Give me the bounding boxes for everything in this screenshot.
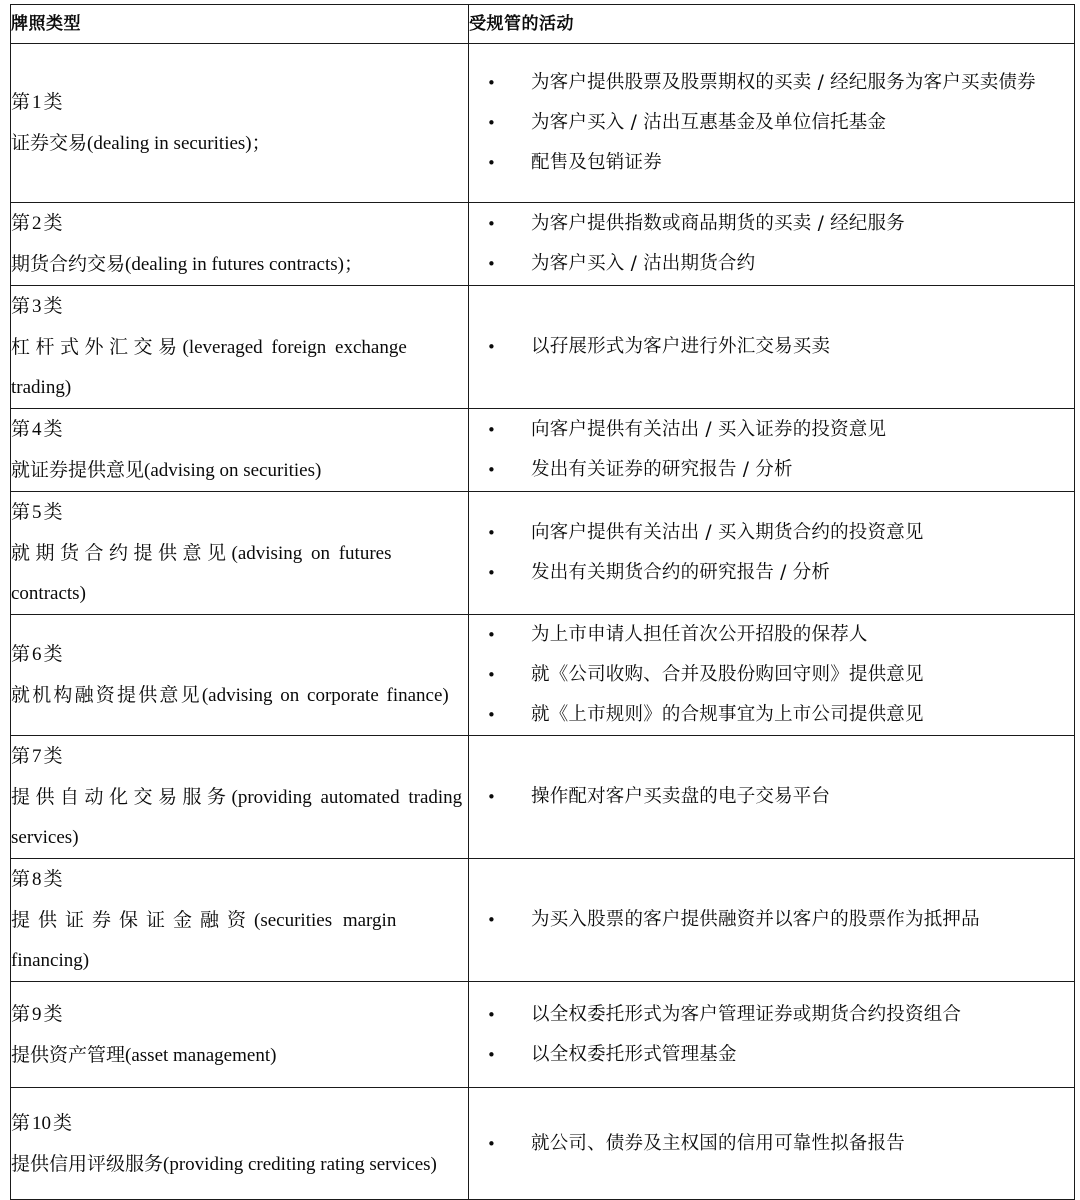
bullet-icon: • — [487, 564, 497, 582]
license-type-name: 就期货合约提供意见(advising on futures contracts) — [11, 542, 392, 604]
activity-text: 为客户买入 / 沽出互惠基金及单位信托基金 — [531, 112, 887, 133]
table-row — [11, 492, 1075, 615]
activity-list-item — [469, 615, 1074, 655]
license-type-name: 提供资产管理(asset management) — [11, 1043, 277, 1066]
license-type-number: 第 8 类 — [11, 868, 63, 890]
activity-list-item — [469, 553, 1074, 593]
table-row — [11, 286, 1075, 409]
activity-text: 为客户提供指数或商品期货的买卖 / 经纪服务 — [531, 213, 905, 234]
activity-text: 为客户买入 / 沽出期货合约 — [531, 253, 756, 274]
activity-list — [469, 327, 1074, 367]
activity-list — [469, 615, 1074, 735]
cell-license-type — [11, 492, 469, 615]
license-type-name: 期货合约交易(dealing in futures contracts)； — [11, 253, 363, 275]
activity-list-item — [469, 900, 1074, 940]
activity-text: 操作配对客户买卖盘的电子交易平台 — [531, 786, 831, 807]
cell-regulated-activities — [469, 492, 1075, 615]
bullet-icon: • — [487, 1134, 497, 1153]
activity-list — [469, 995, 1074, 1075]
license-type-number: 第 7 类 — [11, 745, 63, 767]
activity-list-item — [469, 995, 1074, 1035]
cell-regulated-activities — [469, 982, 1075, 1088]
bullet-icon: • — [487, 524, 497, 542]
cell-license-type — [11, 982, 469, 1088]
activity-list — [469, 777, 1074, 817]
table-row — [11, 736, 1075, 859]
table-body — [11, 44, 1075, 1200]
license-type-name: 提供信用评级服务(providing crediting rating services) — [11, 1152, 437, 1175]
header-cell-license-type — [11, 5, 469, 44]
cell-regulated-activities — [469, 44, 1075, 203]
activity-text: 就《公司收购、合并及股份购回守则》提供意见 — [531, 664, 924, 685]
activity-list-item — [469, 695, 1074, 735]
activity-list-item — [469, 450, 1074, 490]
license-type-number: 第 10 类 — [11, 1111, 73, 1134]
license-type-number: 第 5 类 — [11, 501, 63, 523]
activity-list-item — [469, 777, 1074, 817]
bullet-icon: • — [487, 706, 497, 724]
bullet-icon: • — [487, 215, 497, 233]
activity-list-item — [469, 327, 1074, 367]
cell-regulated-activities — [469, 409, 1075, 492]
activity-list-item — [469, 1035, 1074, 1075]
header-cell-regulated-activities — [469, 5, 1075, 44]
cell-regulated-activities — [469, 1088, 1075, 1200]
license-type-number: 第 1 类 — [11, 91, 63, 113]
activity-list — [469, 63, 1074, 183]
bullet-icon: • — [487, 666, 497, 684]
activity-text: 向客户提供有关沽出 / 买入期货合约的投资意见 — [531, 522, 924, 543]
activity-list-item — [469, 143, 1074, 183]
activity-list-item — [469, 410, 1074, 450]
bullet-icon: • — [487, 255, 497, 273]
table-row — [11, 982, 1075, 1088]
activity-text: 为买入股票的客户提供融资并以客户的股票作为抵押品 — [531, 909, 980, 930]
bullet-icon: • — [487, 154, 497, 172]
regulated-activities-table — [10, 4, 1075, 1200]
license-type-number: 第 3 类 — [11, 295, 63, 317]
activity-list — [469, 204, 1074, 284]
activity-text: 就《上市规则》的合规事宜为上市公司提供意见 — [531, 704, 924, 725]
table-row — [11, 615, 1075, 736]
cell-license-type — [11, 1088, 469, 1200]
license-type-name: 杠杆式外汇交易(leveraged foreign exchange trading) — [11, 336, 407, 398]
license-type-name: 提供证券保证金融资(securities margin financing) — [11, 909, 397, 971]
license-type-number: 第 2 类 — [11, 212, 63, 234]
activity-text: 就公司、债券及主权国的信用可靠性拟备报告 — [531, 1132, 906, 1154]
table-row — [11, 1088, 1075, 1200]
license-type-name: 就证券提供意见(advising on securities) — [11, 459, 322, 481]
cell-license-type — [11, 409, 469, 492]
activity-list-item — [469, 655, 1074, 695]
cell-regulated-activities — [469, 736, 1075, 859]
activity-list-item — [469, 513, 1074, 553]
license-type-name: 就机构融资提供意见(advising on corporate finance) — [11, 684, 449, 706]
cell-regulated-activities — [469, 286, 1075, 409]
bullet-icon: • — [487, 911, 497, 929]
bullet-icon: • — [487, 1045, 497, 1064]
cell-license-type — [11, 44, 469, 203]
activity-list-item — [469, 63, 1074, 103]
table-row — [11, 44, 1075, 203]
bullet-icon: • — [487, 788, 497, 806]
cell-license-type — [11, 615, 469, 736]
header-label-license-type: 牌照类型 — [11, 14, 81, 34]
table-row — [11, 409, 1075, 492]
license-type-number: 第 9 类 — [11, 1002, 63, 1025]
table-row — [11, 203, 1075, 286]
activity-text: 为上市申请人担任首次公开招股的保荐人 — [531, 624, 868, 645]
cell-regulated-activities — [469, 859, 1075, 982]
table-header — [11, 5, 1075, 44]
cell-license-type — [11, 859, 469, 982]
activity-text: 为客户提供股票及股票期权的买卖 / 经纪服务为客户买卖债券 — [531, 72, 1036, 93]
activity-list-item — [469, 204, 1074, 244]
cell-license-type — [11, 736, 469, 859]
activity-list-item — [469, 1124, 1074, 1164]
activity-list-item — [469, 103, 1074, 143]
cell-license-type — [11, 286, 469, 409]
bullet-icon: • — [487, 1005, 497, 1024]
license-type-number: 第 4 类 — [11, 418, 63, 440]
activity-text: 向客户提供有关沽出 / 买入证券的投资意见 — [531, 419, 887, 440]
bullet-icon: • — [487, 421, 497, 439]
header-label-regulated-activities: 受规管的活动 — [469, 14, 574, 34]
cell-license-type — [11, 203, 469, 286]
bullet-icon: • — [487, 461, 497, 479]
activity-text: 配售及包销证券 — [531, 152, 662, 173]
cell-regulated-activities — [469, 203, 1075, 286]
header-row — [11, 5, 1075, 44]
bullet-icon: • — [487, 114, 497, 132]
bullet-icon: • — [487, 626, 497, 644]
activity-list-item — [469, 244, 1074, 284]
cell-regulated-activities — [469, 615, 1075, 736]
activity-text: 发出有关期货合约的研究报告 / 分析 — [531, 562, 831, 583]
activity-list — [469, 410, 1074, 490]
bullet-icon: • — [487, 338, 497, 356]
activity-list — [469, 900, 1074, 940]
activity-list — [469, 1124, 1074, 1164]
activity-text: 以孖展形式为客户进行外汇交易买卖 — [531, 336, 831, 357]
license-type-name: 提供自动化交易服务(providing automated trading services) — [11, 786, 463, 848]
activity-text: 以全权委托形式管理基金 — [531, 1043, 737, 1065]
table-row — [11, 859, 1075, 982]
activity-text: 以全权委托形式为客户管理证券或期货合约投资组合 — [531, 1003, 962, 1025]
bullet-icon: • — [487, 74, 497, 92]
license-type-number: 第 6 类 — [11, 643, 63, 665]
activity-text: 发出有关证券的研究报告 / 分析 — [531, 459, 793, 480]
activity-list — [469, 513, 1074, 593]
license-type-name: 证券交易(dealing in securities)； — [11, 132, 271, 154]
